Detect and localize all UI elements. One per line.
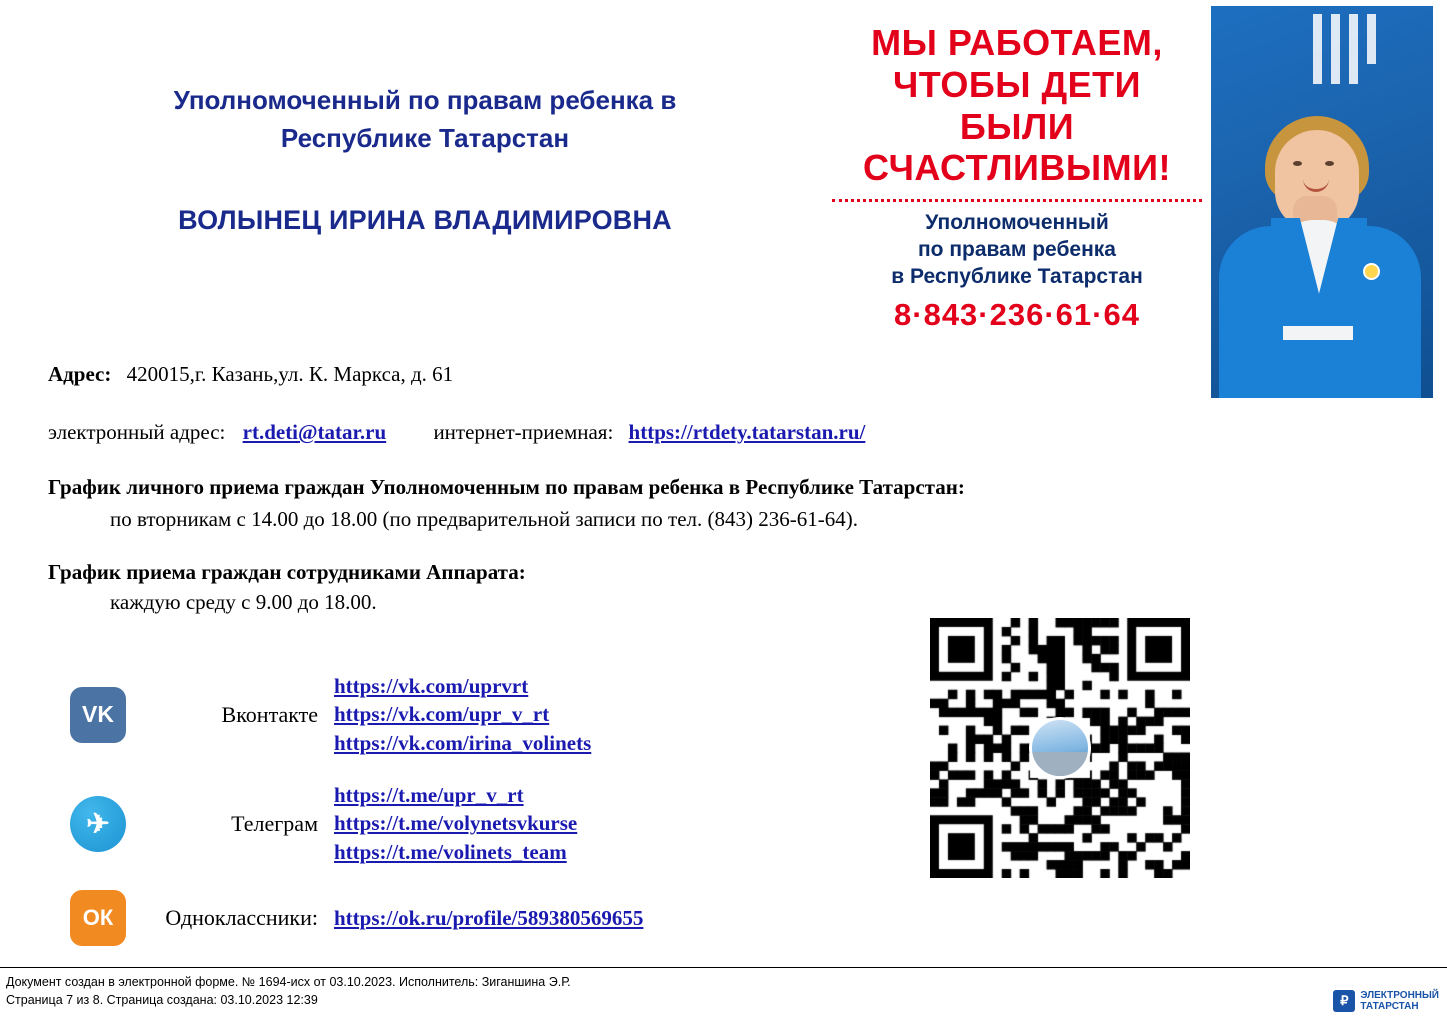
organization-title-line2: Республике Татарстан	[280, 122, 570, 153]
banner-dotted-divider	[832, 199, 1202, 202]
banner-line-4: СЧАСТЛИВЫМИ!	[863, 147, 1171, 189]
footer-line-1: Документ создан в электронной форме. № 1694-исх от 03.10.2023. Исполнитель: Зиганшина Э.Р.	[6, 974, 571, 989]
telegram-link-3[interactable]: https://t.me/volinets_team	[334, 839, 567, 864]
qr-code[interactable]	[930, 618, 1190, 878]
footer-line-2: Страница 7 из 8. Страница создана: 03.10.2023 12:39	[6, 993, 318, 1008]
address-row	[48, 362, 453, 387]
badge-line-1: ЭЛЕКТРОННЫЙ	[1360, 990, 1439, 1001]
footer-divider	[0, 967, 1447, 968]
personal-reception-body: по вторникам с 14.00 до 18.00 (по предварительной записи по тел. (843) 236-61-64).	[110, 507, 858, 531]
staff-reception-body: каждую среду с 9.00 до 18.00.	[110, 590, 377, 614]
qr-code-center-logo	[1029, 717, 1091, 779]
banner-phone-number: 8·843·236·61·64	[894, 296, 1140, 332]
banner-subtitle-2: по правам ребенка	[918, 237, 1116, 261]
banner-blue-panel	[1211, 6, 1433, 398]
promo-banner	[813, 6, 1433, 398]
badge-line-2: ТАТАРСТАН	[1360, 1001, 1419, 1012]
badge-mark-icon: ₽	[1333, 990, 1355, 1012]
ombudsman-portrait	[1213, 46, 1427, 398]
web-reception-link[interactable]: https://rtdety.tatarstan.ru/	[628, 420, 866, 444]
social-row-odnoklassniki	[70, 890, 770, 946]
banner-line-3: БЫЛИ	[959, 105, 1075, 147]
social-link-list-telegram	[334, 781, 577, 866]
banner-text-block	[821, 22, 1213, 333]
telegram-link-1[interactable]: https://t.me/upr_v_rt	[334, 783, 524, 808]
vk-link-2[interactable]: https://vk.com/upr_v_rt	[334, 702, 550, 727]
social-link-list-odnoklassniki	[334, 905, 644, 930]
social-row-telegram	[70, 781, 770, 866]
page-title	[60, 82, 790, 236]
banner-subtitle-1: Уполномоченный	[925, 211, 1109, 234]
social-row-vk	[70, 672, 770, 757]
email-row	[48, 420, 865, 445]
social-label-odnoklassniki: Одноклассники:	[165, 905, 318, 931]
footer-text	[6, 973, 571, 1011]
web-reception-label: интернет-приемная:	[433, 420, 614, 444]
email-link[interactable]: rt.deti@tatar.ru	[242, 420, 387, 444]
telegram-link-2[interactable]: https://t.me/volynetsvkurse	[334, 811, 578, 836]
address-label: Адрес:	[48, 362, 112, 386]
email-label: электронный адрес:	[48, 420, 226, 444]
organization-title	[60, 82, 790, 157]
vk-icon: VK	[70, 687, 126, 743]
person-name: ВОЛЫНЕЦ ИРИНА ВЛАДИМИРОВНА	[178, 205, 672, 236]
banner-subtitle-3: в Республике Татарстан	[891, 264, 1143, 288]
banner-line-1: МЫ РАБОТАЕМ,	[871, 22, 1163, 63]
address-value: 420015,г. Казань,ул. К. Маркса, д. 61	[126, 362, 454, 386]
organization-title-line1: Уполномоченный по правам ребенка в	[173, 85, 677, 115]
vk-link-3[interactable]: https://vk.com/irina_volinets	[334, 730, 592, 755]
odnoklassniki-link-1[interactable]: https://ok.ru/profile/589380569655	[334, 905, 644, 930]
social-links-section	[70, 672, 770, 970]
odnoklassniki-icon: ОК	[70, 890, 126, 946]
telegram-icon: ✈	[70, 796, 126, 852]
social-link-list-vk	[334, 672, 591, 757]
staff-reception-title: График приема граждан сотрудниками Аппарата:	[48, 560, 526, 584]
personal-reception-title: График личного приема граждан Уполномоченным по правам ребенка в Республике Татарстан:	[48, 475, 965, 499]
badge-text	[1360, 990, 1439, 1012]
vk-link-1[interactable]: https://vk.com/uprvrt	[334, 674, 529, 698]
banner-line-2: ЧТОБЫ ДЕТИ	[892, 63, 1142, 105]
social-label-vk: Вконтакте	[221, 701, 318, 727]
social-label-telegram: Телеграм	[231, 810, 318, 836]
electronic-tatarstan-badge	[1333, 990, 1439, 1012]
